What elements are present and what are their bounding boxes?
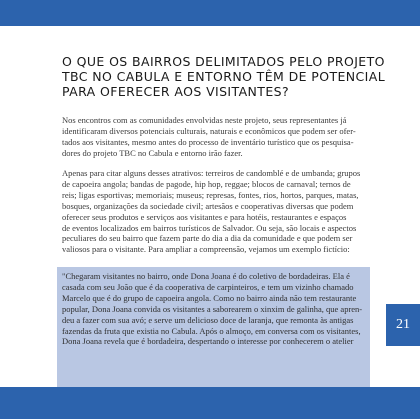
- title-line: PARA OFERECER AOS VISITANTES?: [62, 84, 289, 99]
- text-line: reis; ligas esportivas; memoriais; museus; represas, fontes, rios, hortos, parques, matas,: [62, 189, 359, 200]
- text-line: de eventos localizados em bairros turísticos de Salvador. Ou seja, são locais e aspectos: [62, 222, 357, 233]
- quote-line: deu a fazer com sua avó; e serve um delicioso doce de laranja, que remonta às antigas: [62, 314, 354, 325]
- text-line: Nos encontros com as comunidades envolvidas neste projeto, seus representantes já: [62, 115, 347, 125]
- section-title: [62, 54, 386, 99]
- attractions-paragraph: [62, 168, 366, 255]
- text-line: de capoeira angola; bandas de pagode, hip hop, reggae; blocos de carnaval; ternos de: [62, 178, 351, 189]
- text-line: tados aos visitantes, mesmo antes do processo de inventário turístico que os pesquisa-: [62, 136, 354, 147]
- top-color-band: [0, 0, 420, 26]
- text-line: valiosos para o visitante. Para ampliar a compreensão, vejamos um exemplo fictício:: [62, 244, 350, 255]
- quote-line: casada com seu João que é da cooperativa de carpinteiros, e tem um vizinho chamado: [62, 281, 354, 292]
- intro-paragraph: [62, 115, 366, 159]
- quote-line: popular, Dona Joana convida os visitantes a saborearem o xinxim de galinha, que apren-: [62, 303, 363, 314]
- text-line: dores do projeto TBC no Cabula e entorno irão fazer.: [62, 147, 243, 158]
- quote-line: "Chegaram visitantes no bairro, onde Dona Joana é do coletivo de bordadeiras. Ela é: [62, 271, 350, 281]
- text-line: identificaram diversos potenciais culturais, naturais e econômicos que podem ser ofer-: [62, 125, 356, 136]
- quote-line: Dona Joana revela que é bordadeira, despertando o interesse por conhecerem o atelier: [62, 336, 354, 347]
- page-number: 21: [386, 304, 420, 346]
- quote-line: Marcelo que é do grupo de capoeira angola. Como no bairro ainda não tem restaurante: [62, 292, 357, 303]
- example-quote-text: [62, 271, 366, 347]
- text-line: Apenas para citar alguns desses atrativos: terreiros de candomblé e de umbanda; grupos: [62, 168, 361, 178]
- quote-line: fazendas da fruta que existia no Cabula. Após o almoço, em conversa com os visitantes,: [62, 325, 361, 336]
- text-line: peculiares do seu bairro que fazem parte do dia a dia da comunidade e que podem ser: [62, 233, 353, 244]
- bottom-color-band: [0, 387, 420, 419]
- text-line: bosques, organizações da sociedade civil; artesãos e cooperativas diversas que podem: [62, 200, 354, 211]
- title-line: O QUE OS BAIRROS DELIMITADOS PELO PROJETO: [62, 54, 385, 69]
- title-line: TBC NO CABULA E ENTORNO TÊM DE POTENCIAL: [62, 69, 386, 84]
- text-line: oferecer seus produtos e serviços aos visitantes e para hotéis, restaurantes e espaços: [62, 211, 347, 222]
